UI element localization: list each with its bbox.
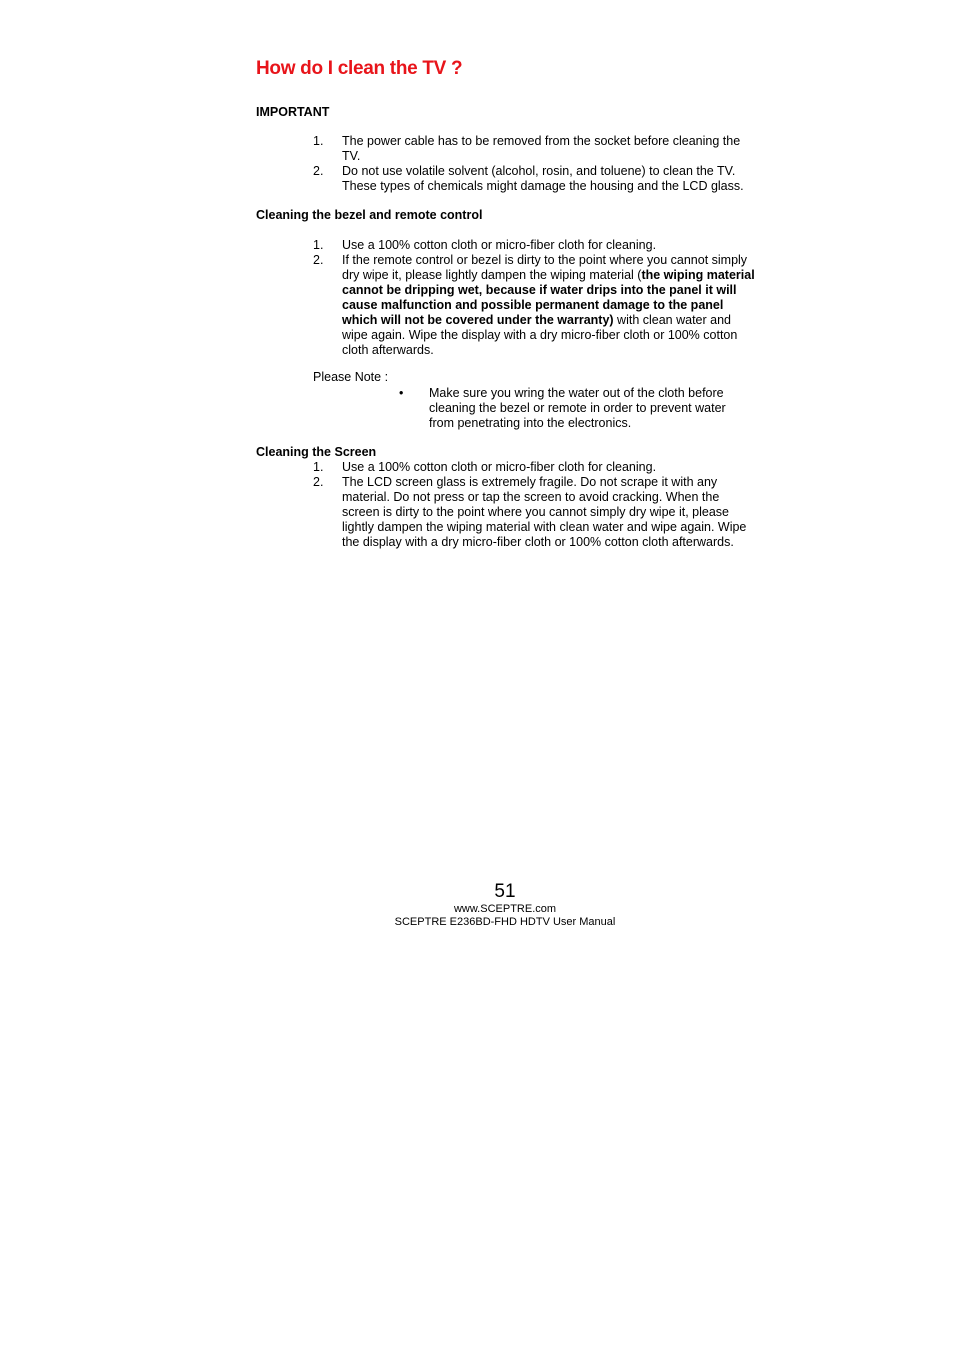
list-item-text: The power cable has to be removed from the socket before cleaning the TV. [342, 134, 741, 163]
list-item-text-end: with clean water and wipe again. Wipe the display with a dry micro-fiber cloth or 100% cotton cloth afterwards. [342, 313, 738, 357]
page-number: 51 [494, 881, 516, 902]
list-number: 1. [313, 238, 324, 252]
footer-manual-title: SCEPTRE E236BD-FHD HDTV User Manual [394, 916, 616, 928]
screen-heading: Cleaning the Screen [256, 445, 377, 459]
list-item [313, 460, 758, 475]
list-item [399, 386, 744, 431]
list-number: 2. [313, 164, 324, 178]
warranty-warning: the wiping material cannot be dripping wet, because if water drips into the panel it will cause malfunction and possible permanent damage to the panel which will not be covered under the warranty) [342, 268, 755, 327]
list-item-text: Do not use volatile solvent (alcohol, rosin, and toluene) to clean the TV. These types of chemicals might damage the housing and the LCD glass. [342, 164, 744, 193]
list-number: 2. [313, 475, 324, 489]
screen-list [313, 460, 758, 550]
list-item-text-start: If the remote control or bezel is dirty to the point where you cannot simply dry wipe it, please lightly dampen the wiping material ( [342, 253, 748, 282]
note-list [399, 386, 744, 431]
important-heading: IMPORTANT [256, 105, 330, 119]
list-item [313, 238, 758, 253]
important-list [313, 134, 758, 194]
bullet-icon: • [399, 386, 404, 400]
list-item [313, 253, 758, 358]
bezel-heading: Cleaning the bezel and remote control [256, 208, 483, 222]
note-text: Make sure you wring the water out of the cloth before cleaning the bezel or remote in order to prevent water from penetrating into the electronics. [429, 386, 726, 430]
list-item [313, 164, 758, 194]
list-item-text: The LCD screen glass is extremely fragile. Do not scrape it with any material. Do not press or tap the screen to avoid cracking. When the screen is dirty to the point where you cannot simply dry wipe it, please lightly dampen the wiping material with clean water and wipe again. Wipe the display with a dry micro-fiber cloth or 100% cotton cloth afterwards. [342, 475, 747, 549]
list-number: 2. [313, 253, 324, 267]
note-label: Please Note : [313, 370, 389, 384]
list-item [313, 134, 758, 164]
list-item [313, 475, 758, 550]
list-item-text: Use a 100% cotton cloth or micro-fiber cloth for cleaning. [342, 460, 657, 474]
list-number: 1. [313, 460, 324, 474]
bezel-list [313, 238, 758, 358]
page-title: How do I clean the TV ? [256, 58, 463, 79]
footer-website: www.SCEPTRE.com [453, 903, 557, 915]
list-number: 1. [313, 134, 324, 148]
list-item-text: Use a 100% cotton cloth or micro-fiber cloth for cleaning. [342, 238, 657, 252]
